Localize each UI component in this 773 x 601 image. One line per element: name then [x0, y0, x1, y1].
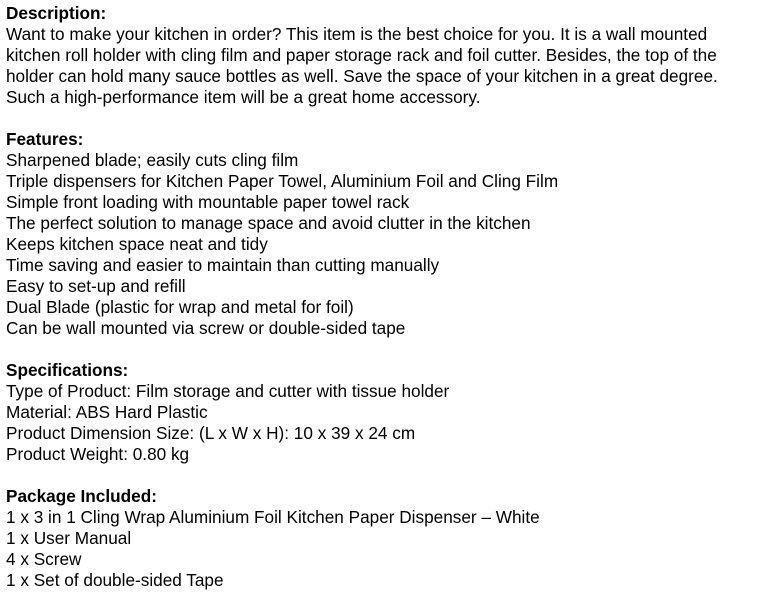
- feature-item: The perfect solution to manage space and avoid clutter in the kitchen: [6, 213, 531, 233]
- description-line: holder can hold many sauce bottles as well. Save the space of your kitchen in a great degree.: [6, 66, 718, 86]
- package-heading: Package Included:: [6, 486, 157, 506]
- description-section: [6, 3, 768, 108]
- specification-item: Type of Product: Film storage and cutter with tissue holder: [6, 381, 450, 401]
- package-item: 4 x Screw: [6, 549, 82, 569]
- package-item: 1 x User Manual: [6, 528, 132, 548]
- feature-item: Can be wall mounted via screw or double-sided tape: [6, 318, 406, 338]
- specification-item: Material: ABS Hard Plastic: [6, 402, 208, 422]
- feature-item: Sharpened blade; easily cuts cling film: [6, 150, 299, 170]
- section-spacer: [6, 339, 768, 360]
- product-document: [6, 3, 768, 591]
- specifications-section: [6, 360, 768, 465]
- description-line: kitchen roll holder with cling film and paper storage rack and foil cutter. Besides, the top of the: [6, 45, 717, 65]
- section-spacer: [6, 465, 768, 486]
- description-heading: Description:: [6, 3, 107, 23]
- feature-item: Time saving and easier to maintain than cutting manually: [6, 255, 440, 275]
- description-line: Want to make your kitchen in order? This item is the best choice for you. It is a wall mounted: [6, 24, 708, 44]
- specifications-heading: Specifications:: [6, 360, 129, 380]
- feature-item: Dual Blade (plastic for wrap and metal for foil): [6, 297, 354, 317]
- section-spacer: [6, 108, 768, 129]
- feature-item: Easy to set-up and refill: [6, 276, 186, 296]
- package-item: 1 x 3 in 1 Cling Wrap Aluminium Foil Kitchen Paper Dispenser – White: [6, 507, 540, 527]
- feature-item: Simple front loading with mountable paper towel rack: [6, 192, 410, 212]
- package-item: 1 x Set of double-sided Tape: [6, 570, 224, 590]
- feature-item: Keeps kitchen space neat and tidy: [6, 234, 268, 254]
- features-heading: Features:: [6, 129, 84, 149]
- description-line: Such a high-performance item will be a great home accessory.: [6, 87, 481, 107]
- feature-item: Triple dispensers for Kitchen Paper Towel, Aluminium Foil and Cling Film: [6, 171, 559, 191]
- specification-item: Product Dimension Size: (L x W x H): 10 x 39 x 24 cm: [6, 423, 416, 443]
- features-section: [6, 129, 768, 339]
- specification-item: Product Weight: 0.80 kg: [6, 444, 190, 464]
- package-section: [6, 486, 768, 591]
